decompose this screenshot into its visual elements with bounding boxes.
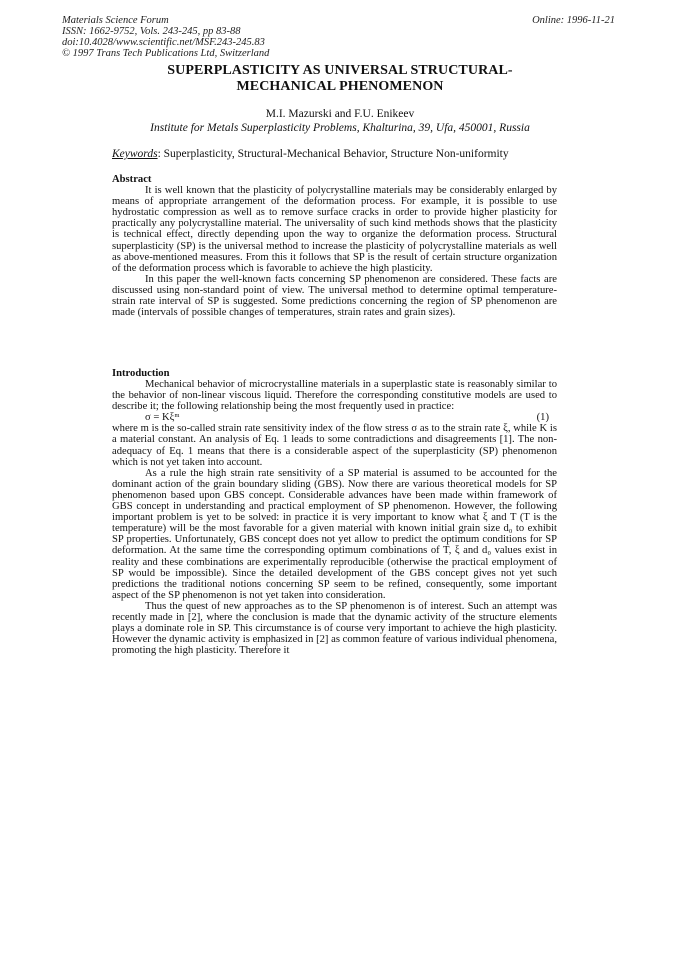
doi-line: doi:10.4028/www.scientific.net/MSF.243-245.83 (62, 37, 265, 48)
keywords-label: Keywords (112, 148, 158, 160)
issn-line: ISSN: 1662-9752, Vols. 243-245, pp 83-88 (62, 26, 241, 37)
authors: M.I. Mazurski and F.U. Enikeev (265, 108, 415, 120)
introduction-paragraph-2: where m is the so-called strain rate sensitivity index of the flow stress σ as to the strain rate ξ, while K is a material constant. An analysis of Eq. 1 leads to some contradictions and disagreements [1]. The non-adequacy of Eq. 1 means that there is a considerable aspect of the superplasticity (SP) phenomenon which is not yet taken into account. (112, 423, 557, 468)
keywords-line (112, 148, 562, 161)
keywords-text: : Superplasticity, Structural-Mechanical Behavior, Structure Non-uniformity (157, 148, 509, 160)
journal-name: Materials Science Forum (62, 15, 169, 26)
title-line-2: MECHANICAL PHENOMENON (236, 79, 444, 94)
abstract-heading: Abstract (112, 174, 152, 185)
equation-1 (112, 412, 557, 423)
abstract-section (112, 174, 557, 318)
copyright-line: © 1997 Trans Tech Publications Ltd, Switzerland (62, 48, 270, 59)
introduction-section (112, 368, 557, 656)
online-date: Online: 1996-11-21 (532, 15, 615, 26)
abstract-paragraph-2: In this paper the well-known facts concerning SP phenomenon are considered. These facts are discussed using non-standard point of view. The universal method to determine optimal temperature-strain rate interval of SP is suggested. Some predictions concerning the region of SP phenomenon are made (intervals of possible changes of temperatures, strain rates and grain sizes). (112, 273, 557, 319)
introduction-paragraph-3: As a rule the high strain rate sensitivity of a SP material is assumed to be accounted for the dominant action of the grain boundary sliding (GBS). Now there are various theoretical models for SP phenomenon based upon GBS concept. Considerable advances have been made within framework of GBS concept in understanding and practical employment of SP phenomenon. However, the following important problem is yet to be solved: in practice it is very important to know what ξ and T (T is the temperature) will be the most favorable for a given material with known initial grain size d₀ to exhibit SP properties. Unfortunately, GBS concept does not yet allow to predict the optimum conditions for SP deformation. At the same time the corresponding optimum combinations of T, ξ and d₀ values exist in reality and these combinations are experimentally reproducible (otherwise the practical employment of SP would be impossible). Since the detailed development of the GBS concept gives not yet such predictions the traditional notions concerning SP seem to be refined, consequently, some important aspect of the SP phenomenon is not yet taken into consideration. (112, 467, 557, 601)
affiliation: Institute for Metals Superplasticity Problems, Khalturina, 39, Ufa, 450001, Russia (150, 122, 530, 134)
equation-text: σ = Kξᵐ (145, 412, 180, 424)
paper-title (110, 63, 570, 95)
publication-header (62, 15, 269, 59)
introduction-paragraph-4: Thus the quest of new approaches as to the SP phenomenon is of interest. Such an attempt was recently made in [2], where the conclusion is made that the dynamic activity of the structure elements plays a dominate role in SP. This circumstance is of course very important to achieve the high plasticity. However the dynamic activity is emphasized in [2] as common feature of various individual phenomena, promoting the high plasticity. Therefore it (112, 600, 557, 657)
introduction-heading: Introduction (112, 368, 170, 379)
abstract-paragraph-1: It is well known that the plasticity of polycrystalline materials may be considerably enlarged by means of appropriate arrangement of the deformation process. For example, it is possible to use hydrostatic compression as well as to remove surface cracks in order to provide higher plasticity for practically any polycrystalline material. The universality of such kind methods shows that the plasticity is technical effect, directly depending upon the way to organize the deformation process. Structural superplasticity (SP) is the universal method to increase the plasticity of polycrystalline materials as well as above-mentioned measures. From this it follows that SP is the result of certain structure organization of the deformation process which is favorable to achieve the high plasticity. (112, 185, 557, 274)
introduction-paragraph-1: Mechanical behavior of microcrystalline materials in a superplastic state is reasonably similar to the behavior of non-linear viscous liquid. Therefore the corresponding constitutive models are used to describe it; the following relationship being the most frequently used in practice: (112, 379, 557, 413)
equation-number: (1) (536, 412, 549, 424)
title-line-1: SUPERPLASTICITY AS UNIVERSAL STRUCTURAL- (167, 63, 513, 78)
